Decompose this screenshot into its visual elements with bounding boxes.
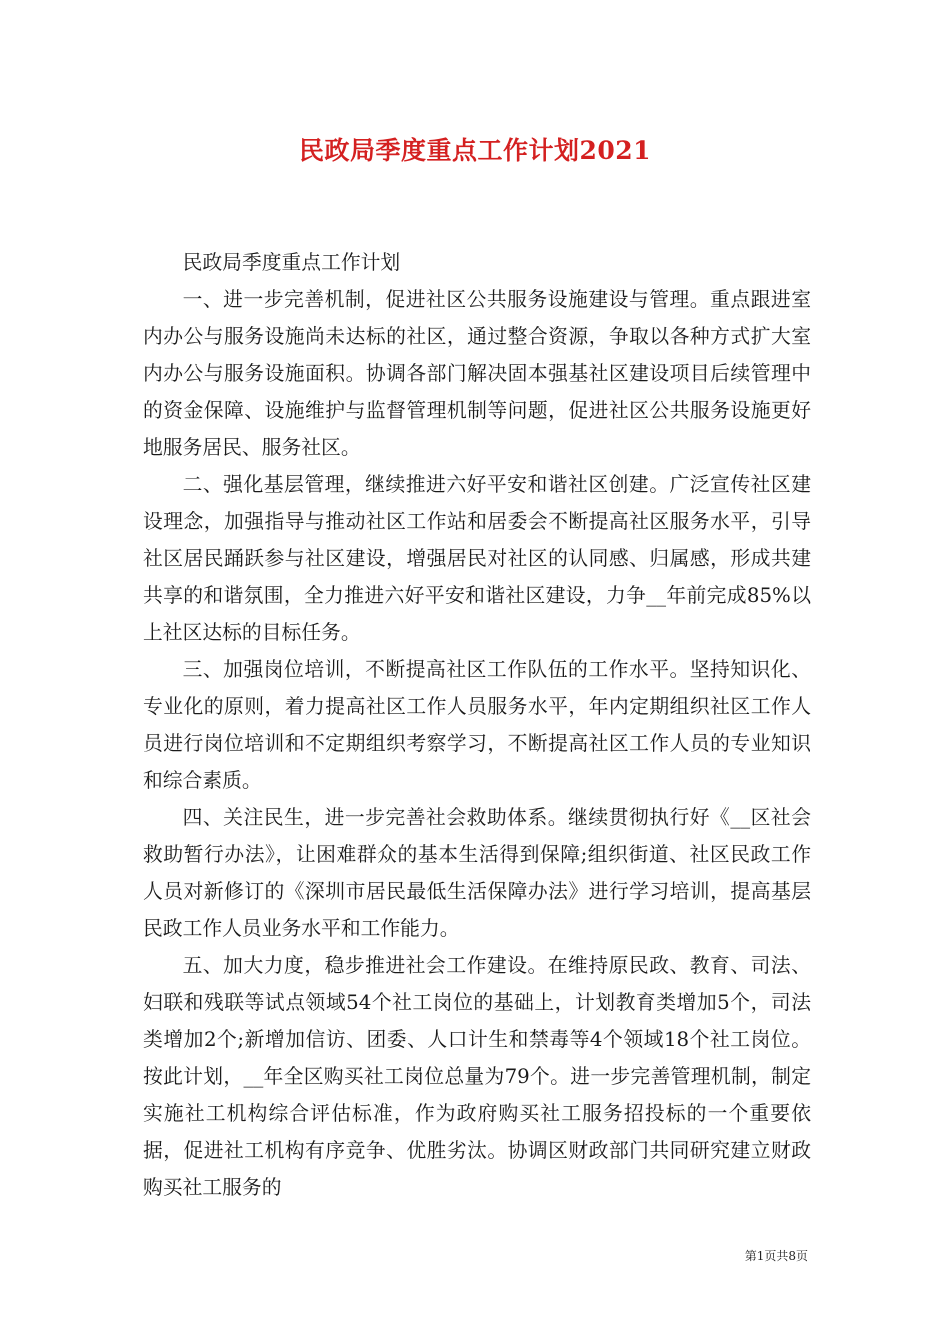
paragraph-4: 四、关注民生，进一步完善社会救助体系。继续贯彻执行好《__区社会救助暂行办法》，让困难群众的基本生活得到保障;组织街道、社区民政工作人员对新修订的《深圳市居民最低生活保障办法》进行学习培训，提高基层民政工作人员业务水平和工作能力。 — [143, 806, 811, 940]
document-title: 民政局季度重点工作计划2021 — [298, 136, 652, 165]
paragraph-3: 三、加强岗位培训，不断提高社区工作队伍的工作水平。坚持知识化、专业化的原则，着力提高社区工作人员服务水平，年内定期组织社区工作人员进行岗位培训和不定期组织考察学习，不断提高社区工作人员的专业知识和综合素质。 — [143, 658, 811, 792]
paragraph-2: 二、强化基层管理，继续推进六好平安和谐社区创建。广泛宣传社区建设理念，加强指导与推动社区工作站和居委会不断提高社区服务水平，引导社区居民踊跃参与社区建设，增强居民对社区的认同感、归属感，形成共建共享的和谐氛围，全力推进六好平安和谐社区建设，力争__年前完成85%以上社区达标的目标任务。 — [143, 473, 811, 644]
page-number-footer: 第1页共8页 — [744, 1249, 808, 1263]
paragraph-heading: 民政局季度重点工作计划 — [182, 251, 401, 274]
paragraph-1: 一、进一步完善机制，促进社区公共服务设施建设与管理。重点跟进室内办公与服务设施尚未达标的社区，通过整合资源，争取以各种方式扩大室内办公与服务设施面积。协调各部门解决固本强基社区建设项目后续管理中的资金保障、设施维护与监督管理机制等问题，促进社区公共服务设施更好地服务居民、服务社区。 — [143, 288, 811, 459]
document-body — [143, 244, 811, 1206]
paragraph-5: 五、加大力度，稳步推进社会工作建设。在维持原民政、教育、司法、妇联和残联等试点领域54个社工岗位的基础上，计划教育类增加5个，司法类增加2个;新增加信访、团委、人口计生和禁毒等4个领域18个社工岗位。按此计划，__年全区购买社工岗位总量为79个。进一步完善管理机制，制定实施社工机构综合评估标准，作为政府购买社工服务招投标的一个重要依据，促进社工机构有序竞争、优胜劣汰。协调区财政部门共同研究建立财政购买社工服务的 — [143, 954, 811, 1199]
